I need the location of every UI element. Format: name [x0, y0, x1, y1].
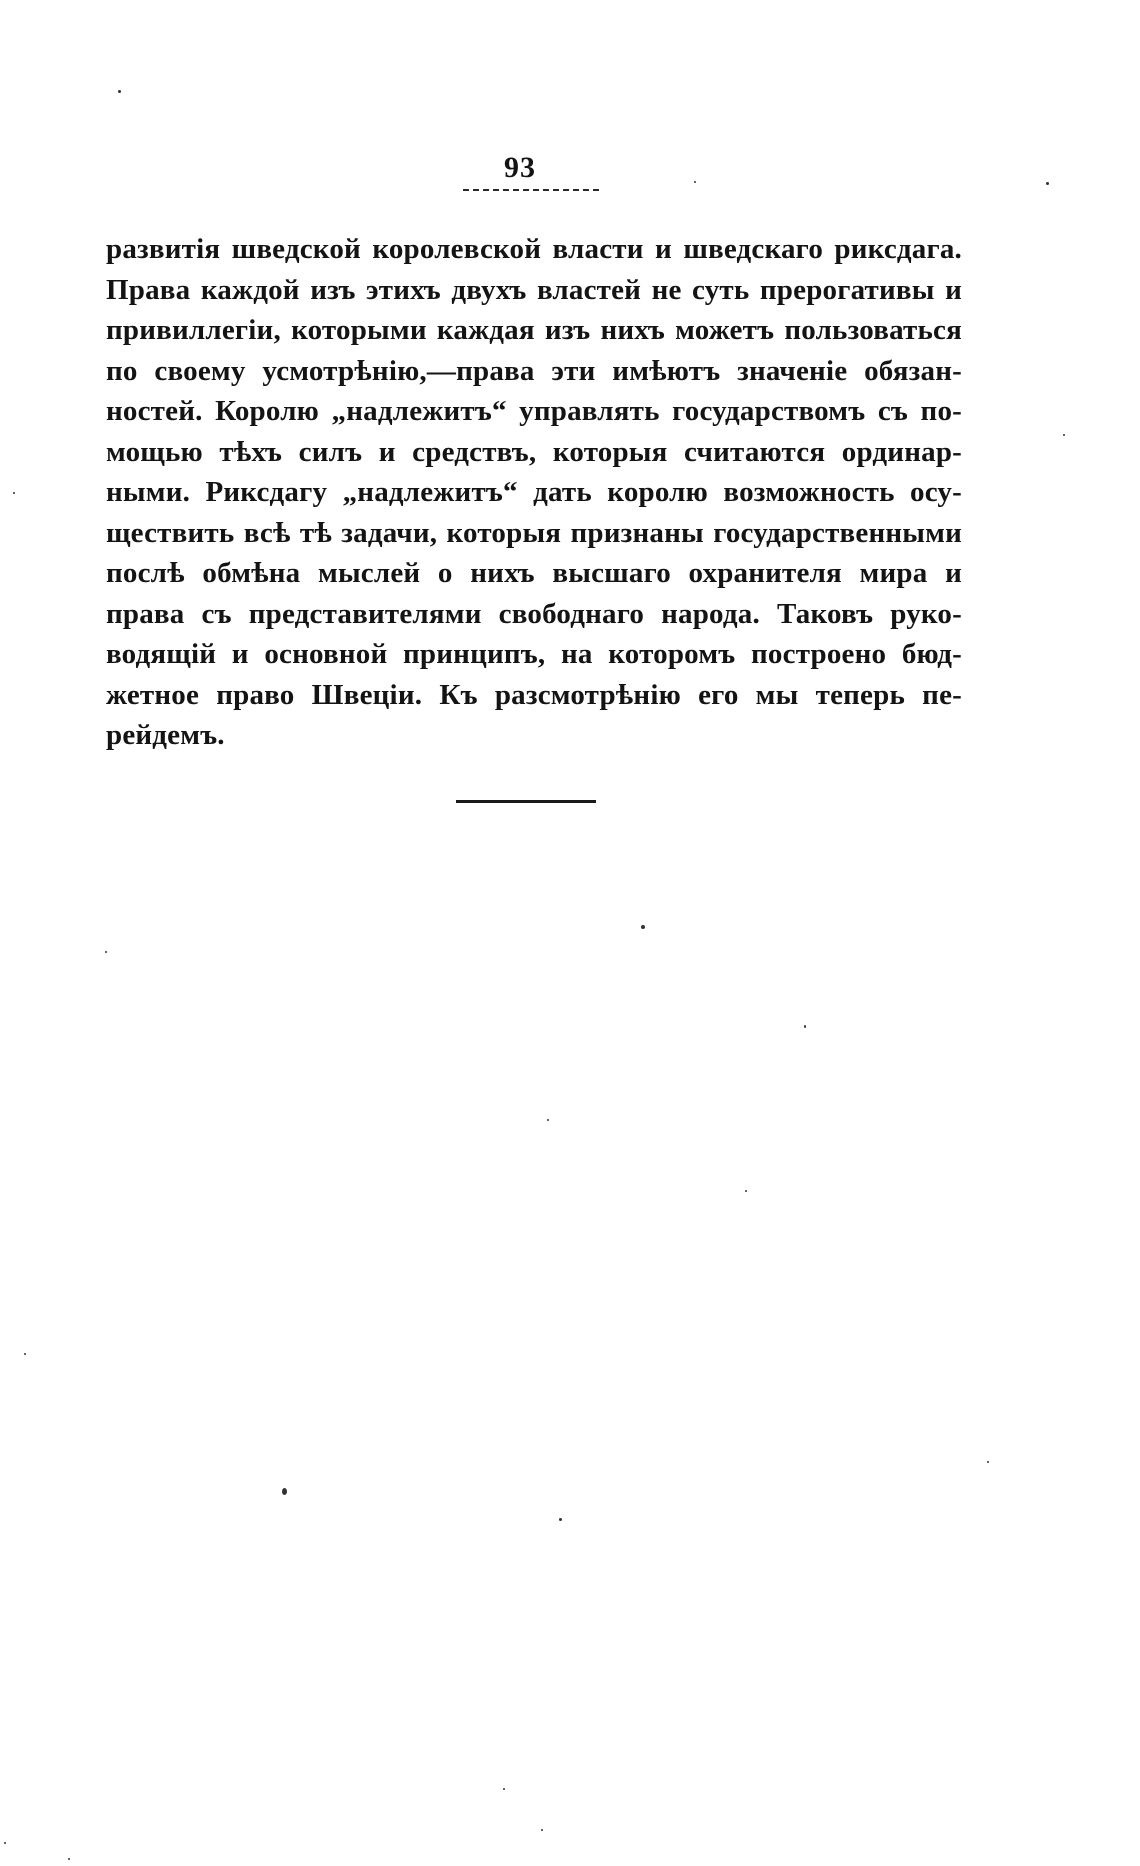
scan-speck: [1046, 182, 1049, 185]
body-paragraph: [106, 229, 962, 756]
scan-speck: [282, 1488, 287, 1495]
scan-speck: [503, 1788, 505, 1790]
scan-speck: [1063, 434, 1065, 436]
page-number-rule: [463, 189, 599, 191]
scan-speck: [541, 1829, 543, 1831]
text-line: ществить всѣ тѣ задачи, которыя признаны государственными: [106, 516, 962, 549]
section-end-rule: [456, 800, 596, 803]
text-line: послѣ обмѣна мыслей о нихъ высшаго охранителя мира и: [106, 557, 962, 589]
scan-speck: [118, 90, 121, 93]
page-number: 93: [504, 151, 536, 184]
scan-speck: [745, 1190, 747, 1192]
text-line: права съ представителями свободнаго народа. Таковъ руко-: [106, 597, 962, 630]
text-line: жетное право Швеціи. Къ разсмотрѣнію его мы теперь пе-: [106, 678, 962, 711]
scan-speck: [987, 1461, 989, 1463]
text-line: рейдемъ.: [106, 719, 225, 751]
scan-speck: [559, 1518, 562, 1521]
scan-speck: [694, 181, 696, 183]
text-line: привиллегіи, которыми каждая изъ нихъ можетъ пользоваться: [106, 314, 962, 346]
scan-speck: [105, 951, 107, 953]
text-line: водящій и основной принципъ, на которомъ построено бюд-: [106, 638, 962, 670]
scan-speck: [804, 1025, 806, 1028]
text-line: по своему усмотрѣнію,—права эти имѣютъ значеніе обязан-: [106, 354, 962, 387]
text-line: ностей. Королю „надлежитъ“ управлять государствомъ съ по-: [106, 395, 962, 427]
scan-speck: [24, 1353, 26, 1355]
text-line: мощью тѣхъ силъ и средствъ, которыя считаются ординар-: [106, 435, 962, 468]
text-line: Права каждой изъ этихъ двухъ властей не суть прерогативы и: [106, 273, 962, 306]
scan-speck: [4, 1842, 6, 1844]
scan-speck: [13, 492, 15, 494]
scan-speck: [68, 1858, 70, 1860]
scan-speck: [641, 925, 645, 929]
text-line: ными. Риксдагу „надлежитъ“ дать королю возможность осу-: [106, 476, 962, 508]
text-line: развитія шведской королевской власти и шведскаго риксдага.: [106, 233, 962, 265]
scan-speck: [547, 1119, 549, 1121]
